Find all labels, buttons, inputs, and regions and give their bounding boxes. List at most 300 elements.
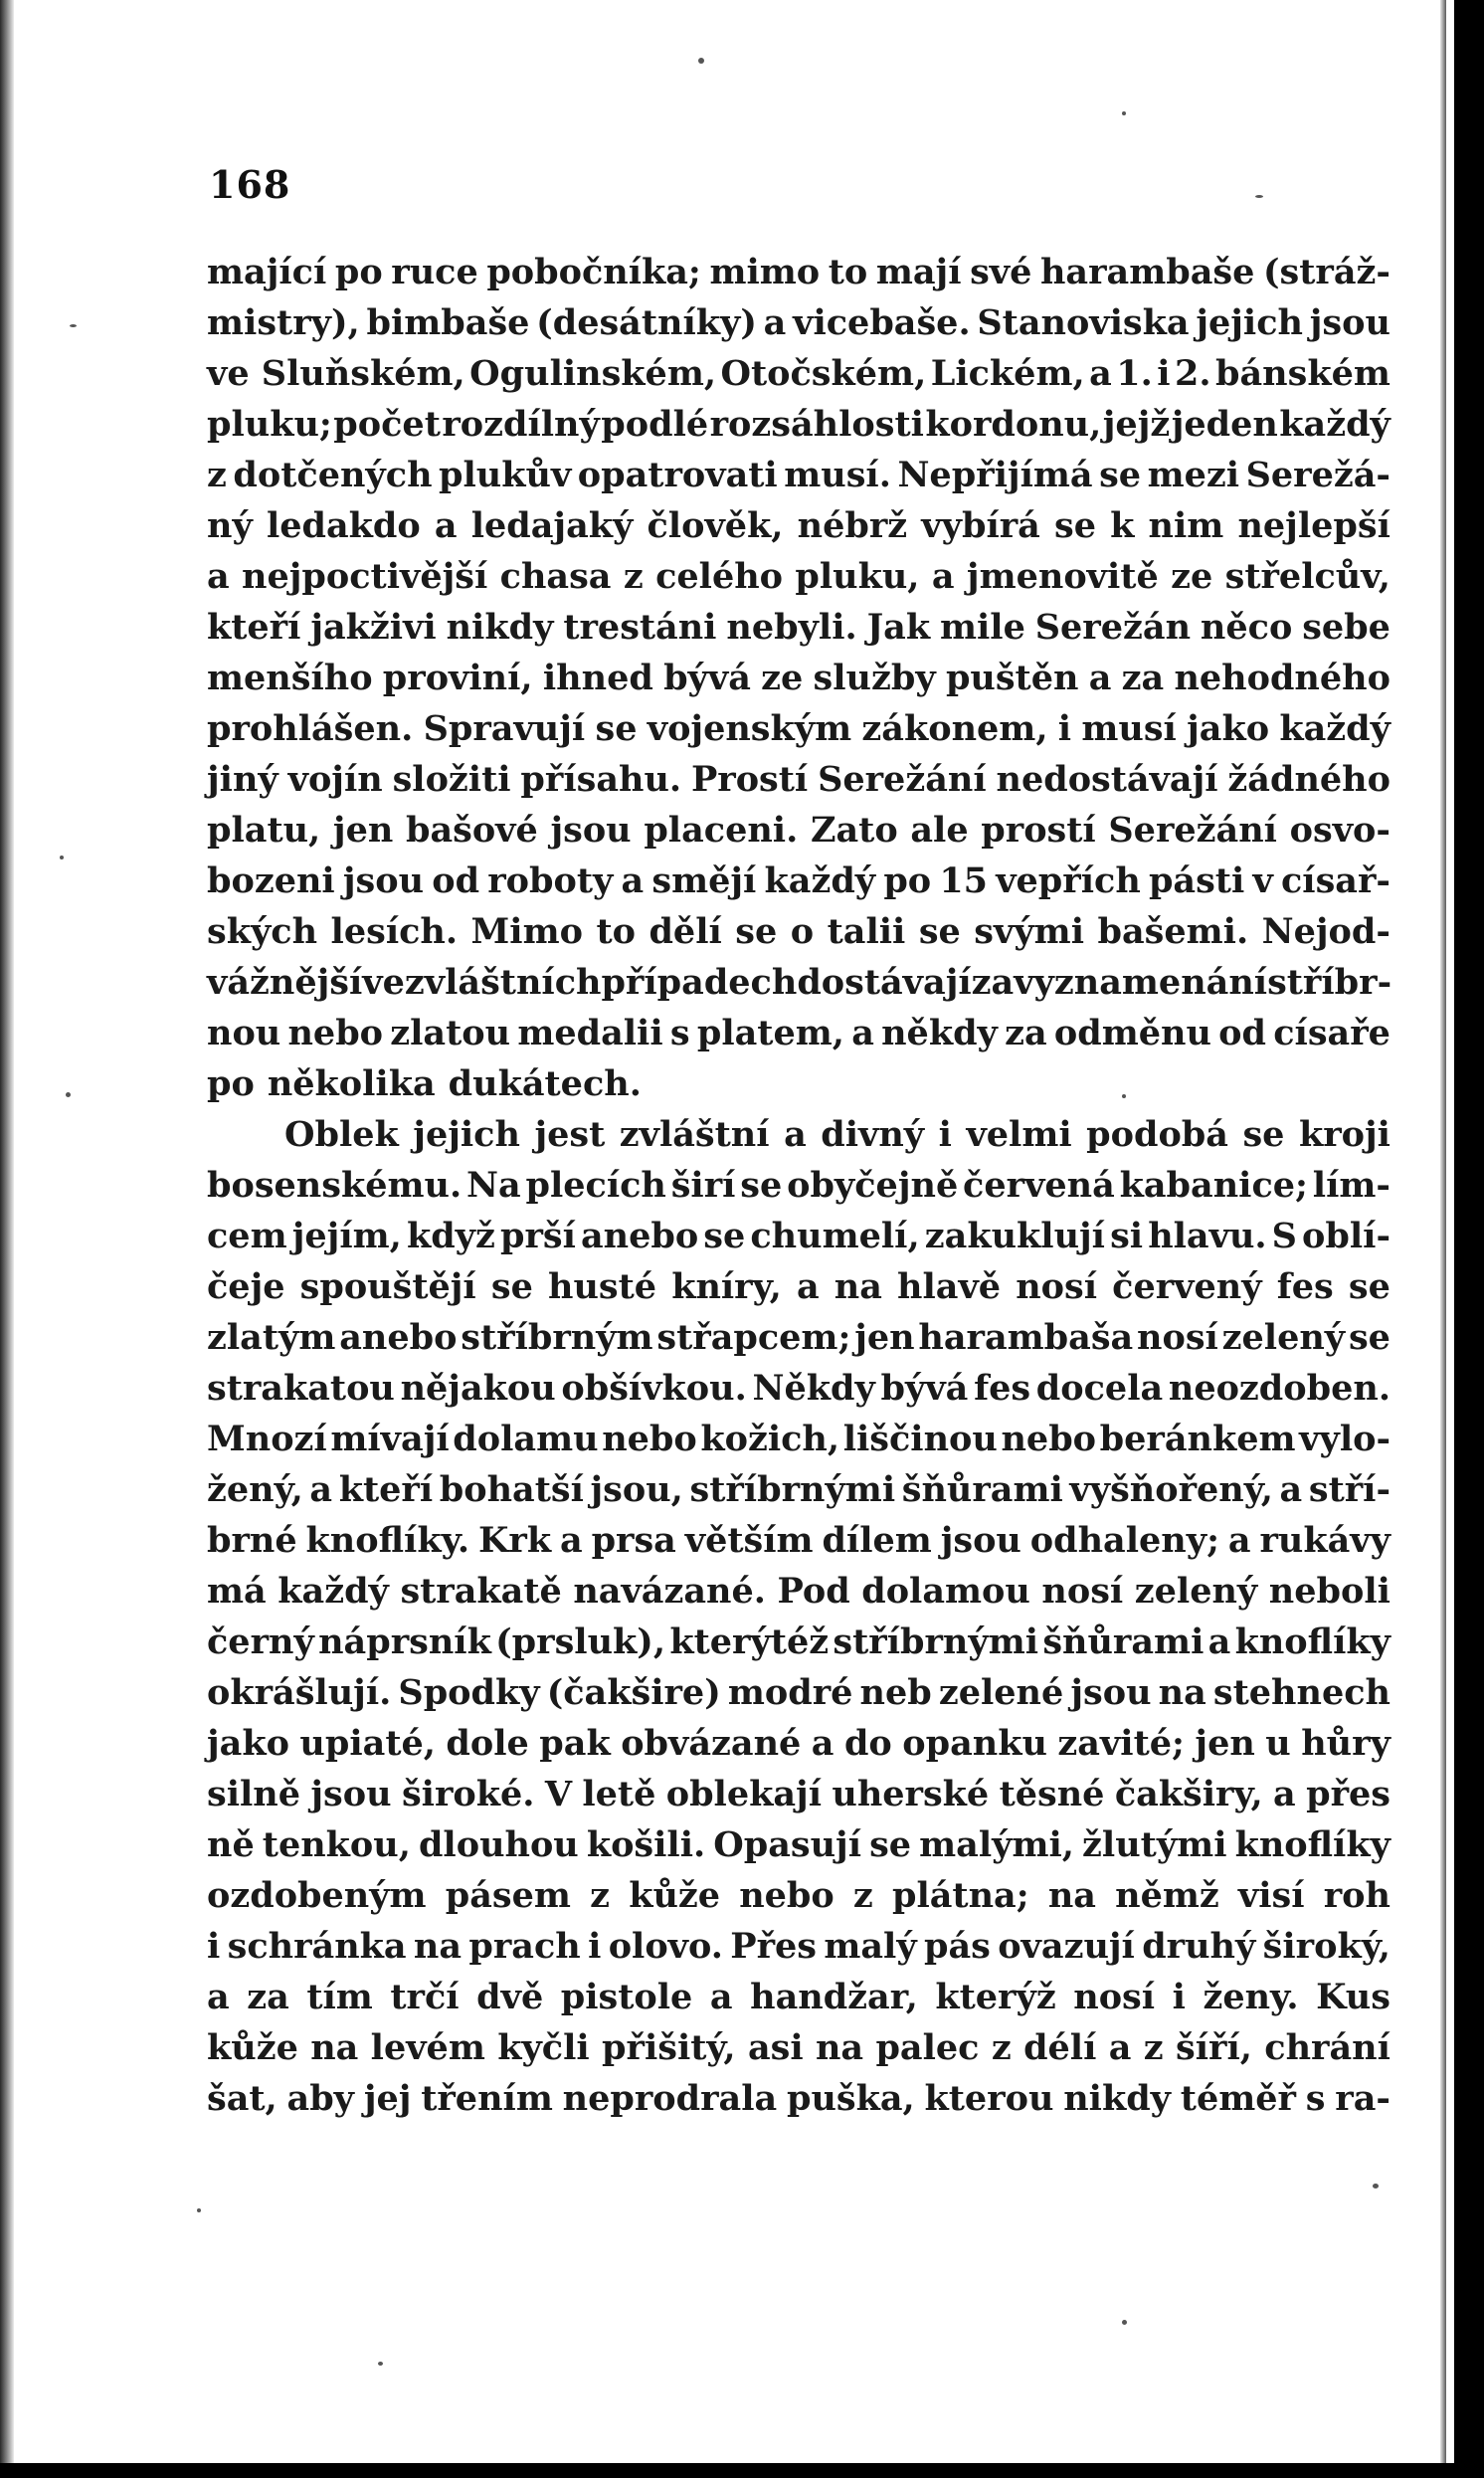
word: pistole [560,1977,693,2017]
word: vyznamenání [1014,962,1268,1003]
word: nosí [1041,1571,1124,1612]
word: platu, [207,810,321,851]
word: a [434,505,458,546]
text-line [207,1211,1391,1261]
word: ze [761,658,804,698]
word: na [815,2027,864,2068]
word: fes [1276,1266,1334,1307]
word: náprsník [318,1621,491,1662]
page-binding-edge [0,0,14,2463]
word: střapcem; [656,1317,851,1358]
word: proviní, [382,658,533,698]
word: to [596,911,636,952]
word: liščinou [842,1419,998,1459]
text-line [207,399,1391,450]
scan-speck [1373,2184,1379,2189]
word: Spodky [398,1672,540,1713]
word: bohatší [439,1469,584,1510]
text-line [207,1870,1391,1921]
word: odhaleny; [1029,1520,1219,1561]
word: nim [1148,505,1224,546]
word: lesích. [330,911,459,952]
word: jiný [207,759,278,800]
word: knoflíky [1234,1824,1391,1865]
text-line [207,1312,1391,1363]
word: se [918,911,961,952]
word: případech [601,962,798,1003]
word: talii [827,911,906,952]
word: jeden [1171,404,1278,445]
word: téměř [1180,2078,1296,2119]
word: na [413,1926,463,1967]
word: nehodného [1174,658,1391,698]
page-fold-edge [1440,0,1446,2463]
word: druhý [1142,1926,1256,1967]
word: Mnozí [207,1419,327,1459]
word: se [1099,455,1142,495]
word: a [1273,1774,1296,1814]
word: ale [910,810,969,851]
word: a [1207,1621,1231,1662]
scan-speck [70,324,77,327]
word: jen [332,810,394,851]
word: (čakšire) [546,1672,721,1713]
word: osvo- [1289,810,1391,851]
word: pluku; [207,404,332,445]
word: po [207,1063,255,1104]
word: levém [370,2027,485,2068]
word: kordonu, [925,404,1102,445]
word: dolamu [453,1419,599,1459]
word: prohlášen. [207,708,414,749]
word: vyšňořený, [1069,1469,1273,1510]
word: několika [267,1063,436,1104]
word: a [1227,1520,1251,1561]
word: Serežání [1108,810,1277,851]
word: obyčejně [787,1165,959,1206]
word: ovazují [998,1926,1135,1967]
word: ně [207,1824,255,1865]
text-line [207,1261,1391,1312]
word: roh [1323,1875,1391,1916]
word: jen [1195,1723,1255,1764]
text-line [207,551,1391,602]
body-text [207,247,1391,2124]
word: vojenským [647,708,852,749]
word: na [834,1266,882,1307]
word: prostí [981,810,1096,851]
word: kterýtéž [669,1621,830,1662]
word: jsou [940,1520,1021,1561]
word: vážnější [207,962,363,1003]
word: Zato [810,810,898,851]
word: ledakdo [266,505,421,546]
word: široké. [401,1774,535,1814]
word: Stanoviska [977,302,1190,343]
word: divný [821,1114,925,1155]
text-line [207,2022,1391,2073]
word: dlouhou [418,1824,579,1865]
word: jmenovitě [966,556,1159,597]
page-number: 168 [209,162,291,207]
word: červená [963,1165,1115,1206]
word: musí. [784,455,891,495]
word: trestáni [563,607,717,648]
word: vepřích [996,860,1141,901]
word: nebo [287,1013,384,1053]
text-line [207,1109,1391,1160]
word: rozsáhlosti [709,404,924,445]
word: když [406,1216,495,1256]
word: ihned [542,658,653,698]
word: zelený [1221,1317,1346,1358]
word: každý [278,1571,389,1612]
word: se [703,1216,746,1256]
word: husté [548,1266,657,1307]
word: anebo [339,1317,458,1358]
text-line [207,957,1391,1008]
word: zlatým [207,1317,336,1358]
word: neprodrala [562,2078,778,2119]
word: opanku [902,1723,1047,1764]
word: po [883,860,932,901]
word: tím [306,1977,373,2017]
word: svými [974,911,1084,952]
word: to [828,252,868,292]
word: placeni. [644,810,799,851]
word: nebyli. [726,607,857,648]
word: šňůrami [1042,1621,1205,1662]
word: a [784,1114,807,1155]
word: prach [468,1926,581,1967]
word: se [490,1266,533,1307]
word: hlavu. [1148,1216,1267,1256]
word: jest [534,1114,606,1155]
word: délí [1023,2027,1097,2068]
word: obšívkou. [561,1368,747,1409]
word: pásti [1148,860,1245,901]
word: Serežán [1034,607,1192,648]
text-line [207,1008,1391,1058]
word: mívají [330,1419,450,1459]
word: podlé [601,404,709,445]
word: dukátech. [448,1063,642,1104]
word: Ogulinském, [469,353,717,394]
word: po [334,252,383,292]
word: a [207,556,230,597]
scan-speck [197,2208,201,2212]
word: a [1108,2027,1132,2068]
word: těsné [999,1774,1105,1814]
word: olovo. [608,1926,723,1967]
word: nebo [1001,1419,1097,1459]
word: podobá [1086,1114,1228,1155]
word: stříbrnými [833,1621,1039,1662]
word: vylo- [1299,1419,1391,1459]
word: si [1110,1216,1144,1256]
word: V [544,1774,572,1814]
word: upiaté, [299,1723,436,1764]
word: bývá [880,1368,969,1409]
word: silně [207,1774,301,1814]
word: bašové [405,810,538,851]
word: dostávají [797,962,972,1003]
word: S [1271,1216,1297,1256]
word: okrášlují. [207,1672,392,1713]
word: mile [939,607,1025,648]
text-line [207,1617,1391,1667]
word: nosí [1016,1266,1097,1307]
word: Prostí [690,759,809,800]
word: letě [582,1774,656,1814]
word: němž [1115,1875,1219,1916]
word: roboty [487,860,614,901]
word: strakatě [400,1571,562,1612]
word: Na [465,1165,521,1206]
word: někdy [881,1013,998,1053]
word: jejž [1102,404,1171,445]
text-line [207,754,1391,805]
word: oblekají [665,1774,822,1814]
word: Někdy [752,1368,875,1409]
word: každý [1279,708,1391,749]
word: zakuklují [924,1216,1105,1256]
word: Pod [777,1571,850,1612]
word: smějí [651,860,757,901]
word: bývá [663,658,751,698]
word: (stráž- [1262,252,1391,292]
word: a [811,1723,835,1764]
word: jsou [1070,1672,1152,1713]
text-line [207,1718,1391,1769]
word: kyčli [497,2027,590,2068]
word: harambaše [1039,252,1255,292]
word: zelené [938,1672,1064,1713]
word: a [207,1977,230,2017]
word: na [310,2027,359,2068]
word: ve [362,962,405,1003]
text-line [207,1819,1391,1870]
word: s [669,1013,690,1053]
word: šíří, [1176,2027,1252,2068]
word: platem, [696,1013,844,1053]
word: se [740,1165,783,1206]
word: plátna; [891,1875,1029,1916]
word: kteří [207,607,301,648]
word: Oblek [284,1114,399,1155]
text-line [207,1363,1391,1414]
word: z [623,556,644,597]
word: plukův [439,455,572,495]
word: kníry, [671,1266,782,1307]
word: dotčených [233,455,433,495]
word: od [1218,1013,1266,1053]
word: puštěn [945,658,1079,698]
word: a [763,302,787,343]
word: pás [924,1926,991,1967]
word: košili. [586,1824,706,1865]
word: služby [813,658,936,698]
word: bozeni [207,860,335,901]
word: nebo [602,1419,697,1459]
text-line [207,348,1391,399]
word: Otočském, [720,353,927,394]
word: kabanice; [1119,1165,1308,1206]
word: přísahu. [520,759,682,800]
word: Opasují [713,1824,862,1865]
word: Spravují [423,708,586,749]
word: nejpoctivější [242,556,488,597]
word: žený, [207,1469,303,1510]
text-line [207,703,1391,754]
word: nébrž [797,505,908,546]
word: Mimo [470,911,583,952]
word: nedostávají [996,759,1218,800]
word: tenkou, [262,1824,411,1865]
word: mají [875,252,962,292]
word: Jak [866,607,931,648]
word: malý [824,1926,917,1967]
word: dvě [476,1977,544,2017]
word: císař- [1280,860,1391,901]
word: vojín [287,759,383,800]
word: k [1110,505,1135,546]
word: a [559,1520,583,1561]
word: pluku, [795,556,920,597]
word: chrání [1264,2027,1391,2068]
word: a [621,860,645,901]
word: své [970,252,1032,292]
word: přišitý, [602,2027,736,2068]
word: přes [1306,1774,1391,1814]
word: visí [1237,1875,1305,1916]
word: a [1088,658,1112,698]
word: ruce [391,252,478,292]
word: Serežání [818,759,987,800]
word: Nejod- [1261,911,1391,952]
word: Lickém, [930,353,1085,394]
word: za [247,1977,289,2017]
word: uherské [832,1774,990,1814]
word: se [1242,1114,1285,1155]
word: i [588,1926,602,1967]
word: Nepřijímá [897,455,1093,495]
word: něco [1200,607,1293,648]
word: kterou [924,2078,1054,2119]
word: císaře [1273,1013,1391,1053]
word: nosí [1137,1317,1218,1358]
word: má [207,1571,267,1612]
word: od [432,860,480,901]
word: jsou [342,860,425,901]
word: a [851,1013,874,1053]
word: rukávy [1259,1520,1391,1561]
word: jej [363,2078,412,2119]
word: počet [333,404,441,445]
word: žádného [1227,759,1391,800]
word: ozdobeným [207,1875,427,1916]
word: nejlepší [1237,505,1391,546]
text-line [207,247,1391,297]
word: prsa [591,1520,676,1561]
word: i [1172,1977,1186,2017]
word: stříbr- [1267,962,1392,1003]
word: na [1158,1672,1206,1713]
word: z [590,1875,611,1916]
word: i [207,1926,221,1967]
text-line [207,805,1391,856]
word: se [1054,505,1096,546]
word: střelcův, [1224,556,1391,597]
word: mezi [1147,455,1240,495]
text-line [207,1769,1391,1819]
word: dílem [822,1520,932,1561]
word: z [207,455,227,495]
word: bašemi. [1097,911,1249,952]
word: oblí- [1302,1216,1391,1256]
word: o [790,911,815,952]
word: u [1265,1723,1291,1764]
word: šat, [207,2078,278,2119]
word: sebe [1302,607,1391,648]
word: jako [1187,708,1270,749]
word: zákonem, [861,708,1048,749]
word: hůry [1301,1723,1391,1764]
word: knoflíky [1234,1621,1391,1662]
word: se [595,708,638,749]
word: musí [1081,708,1177,749]
word: obvázané [621,1723,802,1764]
scan-speck [1122,111,1126,115]
word: kteří [338,1469,434,1510]
word: čakširy, [1114,1774,1263,1814]
word: a [796,1266,820,1307]
word: a [931,556,955,597]
word: jsou [310,1774,392,1814]
word: pobočníka; [486,252,701,292]
word: Serežá- [1245,455,1391,495]
word: na [1047,1875,1096,1916]
word: vicebaše. [793,302,971,343]
text-line [207,1414,1391,1464]
word: jsou [550,810,632,851]
word: jsou, [590,1469,683,1510]
scan-speck [698,58,704,64]
word: z [852,1875,873,1916]
word: nikdy [1063,2078,1172,2119]
word: velmi [966,1114,1072,1155]
word: složiti [392,759,511,800]
word: dělí [649,911,722,952]
word: opatrovati [577,455,778,495]
word: fes [974,1368,1031,1409]
word: plecích [525,1165,666,1206]
scan-speck [1255,195,1263,198]
word: jejím, [291,1216,402,1256]
word: bosenskému. [207,1165,463,1206]
scan-speck [378,2362,383,2366]
word: jejich [413,1114,520,1155]
word: pak [539,1723,611,1764]
word: a [1089,353,1112,394]
word: nebo [739,1875,835,1916]
word: kterýž [935,1977,1056,2017]
text-line [207,1921,1391,1972]
word: se [869,1824,912,1865]
word: zelený [1134,1571,1258,1612]
word: aby [286,2078,355,2119]
word: rozdílný [442,404,600,445]
